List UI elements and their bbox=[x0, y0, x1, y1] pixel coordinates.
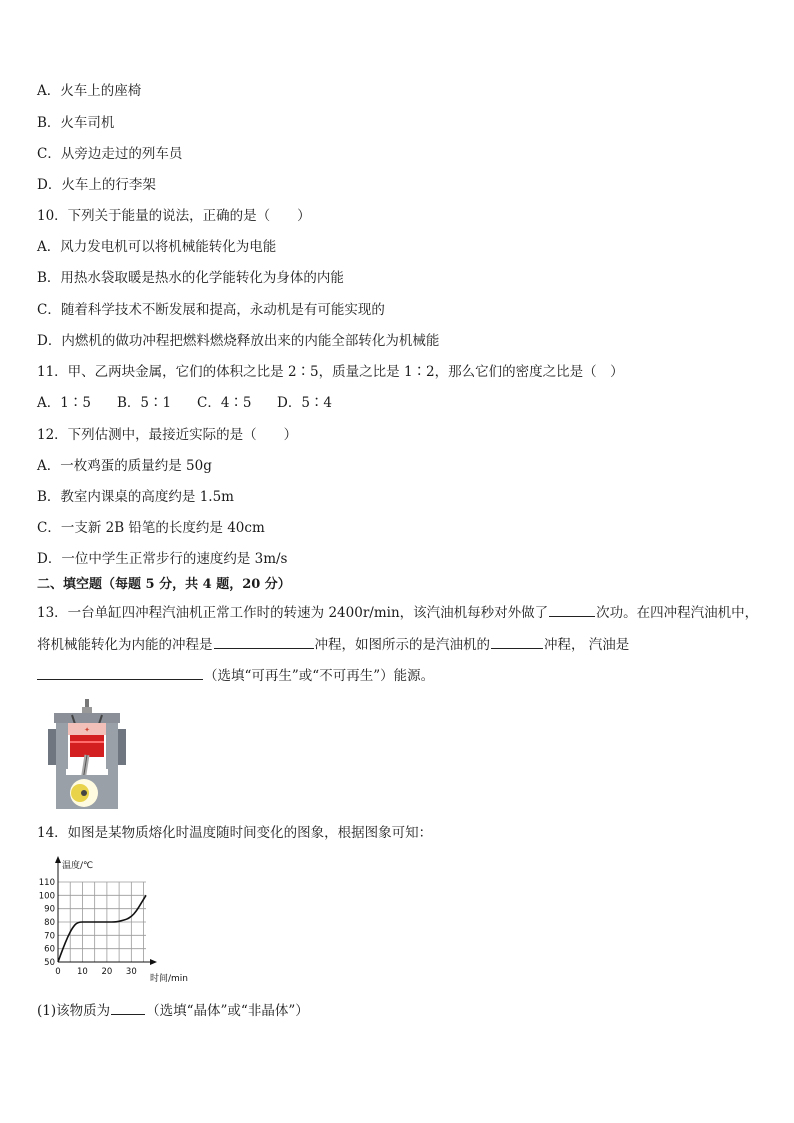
q12-option-b: B．教室内课桌的高度约是 1.5m bbox=[37, 489, 234, 505]
q14-sub1-text-a: (1)该物质为 bbox=[37, 1003, 111, 1019]
x-tick-labels bbox=[55, 967, 136, 977]
y-tick-label: 50 bbox=[44, 958, 55, 968]
engine-diagram bbox=[46, 697, 128, 815]
x-tick-label: 10 bbox=[77, 967, 88, 977]
y-tick-label: 80 bbox=[44, 918, 55, 928]
cylinder-wall-left bbox=[56, 723, 68, 769]
q10-option-a: A．风力发电机可以将机械能转化为电能 bbox=[37, 239, 277, 255]
q13-blank-4[interactable] bbox=[37, 665, 203, 680]
q13-line-2 bbox=[37, 634, 629, 655]
q13-line-1 bbox=[37, 602, 758, 623]
y-tick-label: 100 bbox=[38, 891, 55, 902]
q10-option-d: D．内燃机的做功冲程把燃料燃烧释放出来的内能全部转化为机械能 bbox=[37, 333, 440, 349]
q12-option-a: A．一枚鸡蛋的质量约是 50g bbox=[37, 458, 212, 474]
q13-text-2c: 冲程， 汽油是 bbox=[544, 637, 630, 653]
q13-text-2a: 将机械能转化为内能的冲程是 bbox=[37, 637, 213, 653]
y-tick-label: 60 bbox=[44, 944, 55, 955]
y-axis-arrow-icon bbox=[55, 856, 61, 863]
q11-options bbox=[37, 393, 332, 413]
q9-option-c: C．从旁边走过的列车员 bbox=[37, 146, 183, 162]
temperature-curve bbox=[58, 895, 146, 962]
melting-chart bbox=[34, 852, 194, 988]
x-axis-arrow-icon bbox=[150, 959, 157, 965]
q9-option-a: A．火车上的座椅 bbox=[37, 83, 142, 99]
q11-option-c: C．4∶5 bbox=[197, 395, 252, 411]
q11-stem: 11．甲、乙两块金属，它们的体积之比是 2∶5，质量之比是 1∶2，那么它们的密度之比是（ ） bbox=[37, 364, 624, 380]
x-axis-label: 时间/min bbox=[150, 974, 189, 984]
spark-plug-base bbox=[82, 707, 92, 713]
x-tick-label: 30 bbox=[125, 967, 137, 977]
q11-option-a: A．1∶5 bbox=[37, 395, 91, 411]
q13-text-1a: 13．一台单缸四冲程汽油机正常工作时的转速为 2400r/min，该汽油机每秒对外做了 bbox=[37, 605, 549, 621]
y-tick-label: 110 bbox=[38, 878, 55, 888]
q13-text-3: （选填“可再生”或“不可再生”）能源。 bbox=[204, 668, 435, 684]
q13-text-2b: 冲程，如图所示的是汽油机的 bbox=[314, 637, 490, 653]
q12-option-c: C．一支新 2B 铅笔的长度约是 40cm bbox=[37, 520, 265, 536]
cooling-fins-right bbox=[118, 729, 126, 765]
q14-sub-1 bbox=[37, 1000, 309, 1021]
q12-stem: 12．下列估测中，最接近实际的是（ ） bbox=[37, 427, 298, 443]
q11-option-d: D．5∶4 bbox=[277, 395, 333, 411]
q10-stem: 10．下列关于能量的说法，正确的是（ ） bbox=[37, 208, 311, 224]
q13-text-1b: 次功。在四冲程汽油机中， bbox=[596, 605, 759, 621]
section-title: 二、填空题（每题 5 分，共 4 题，20 分） bbox=[37, 577, 291, 592]
q13-line-3 bbox=[37, 665, 434, 686]
q11-option-b: B．5∶1 bbox=[117, 395, 172, 411]
q14-stem: 14．如图是某物质熔化时温度随时间变化的图象，根据图象可知： bbox=[37, 825, 433, 841]
x-tick-label: 20 bbox=[101, 967, 113, 977]
q13-blank-3[interactable] bbox=[491, 634, 543, 649]
q13-blank-1[interactable] bbox=[549, 602, 595, 617]
q12-option-d: D．一位中学生正常步行的速度约是 3m/s bbox=[37, 551, 288, 567]
q9-option-d: D．火车上的行李架 bbox=[37, 177, 156, 193]
y-tick-label: 70 bbox=[44, 931, 55, 942]
q14-sub1-text-b: （选填“晶体”或“非晶体”） bbox=[146, 1003, 309, 1019]
q13-blank-2[interactable] bbox=[214, 634, 314, 649]
y-tick-labels bbox=[39, 878, 55, 968]
q10-option-b: B．用热水袋取暖是热水的化学能转化为身体的内能 bbox=[37, 270, 344, 286]
y-tick-label: 90 bbox=[44, 904, 55, 915]
cooling-fins-left bbox=[48, 729, 56, 765]
q14-blank-1[interactable] bbox=[111, 1000, 145, 1015]
q9-option-b: B．火车司机 bbox=[37, 115, 115, 131]
x-tick-label: 0 bbox=[55, 967, 61, 977]
q10-option-c: C．随着科学技术不断发展和提高，永动机是有可能实现的 bbox=[37, 302, 385, 318]
piston bbox=[70, 735, 104, 757]
cylinder-wall-right bbox=[106, 723, 118, 769]
y-axis-label: 温度/℃ bbox=[62, 861, 94, 871]
cylinder-head bbox=[54, 713, 120, 723]
spark-icon: ✦ bbox=[84, 726, 90, 734]
